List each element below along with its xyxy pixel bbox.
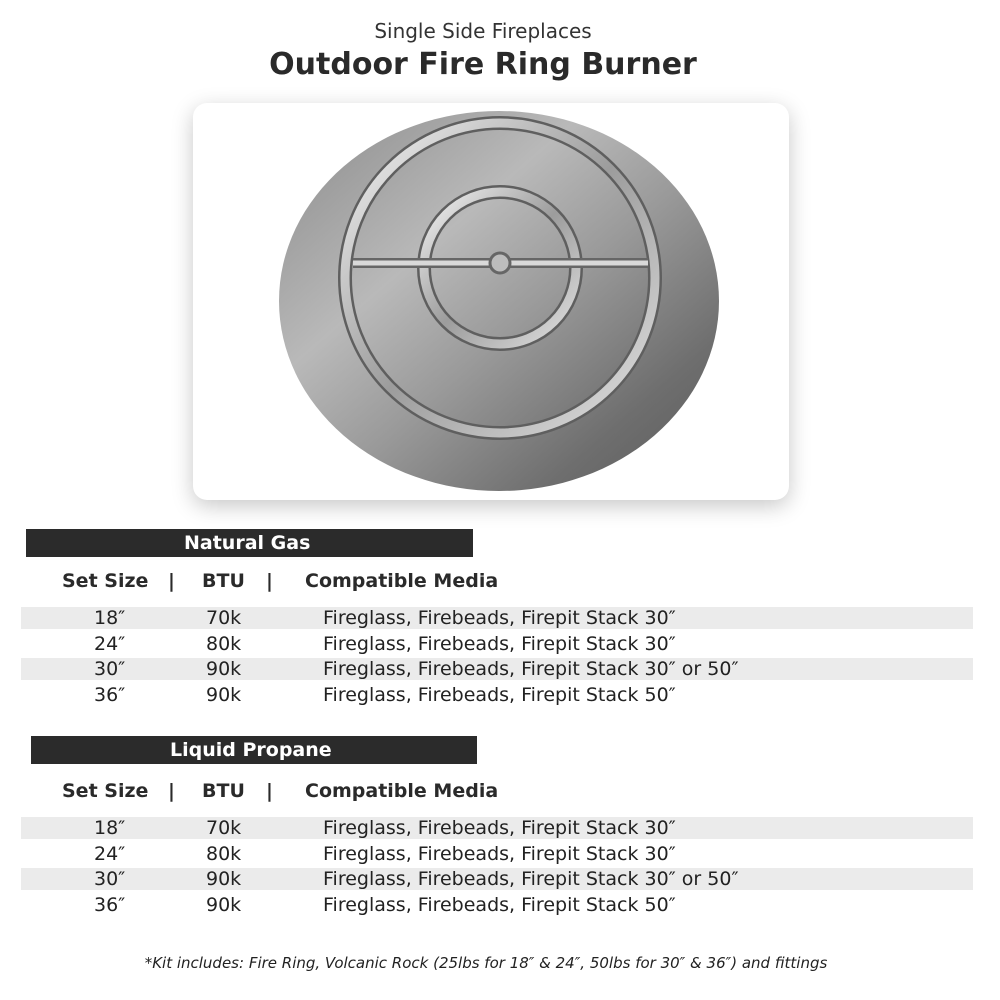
cell-media: Fireglass, Firebeads, Firepit Stack 30″ or 50″	[323, 868, 739, 890]
cell-size: 24″	[94, 633, 126, 655]
cell-btu: 70k	[206, 817, 242, 839]
page-subtitle: Single Side Fireplaces	[374, 19, 592, 43]
col-compatible-media: Compatible Media	[305, 570, 499, 592]
cell-size: 36″	[94, 684, 126, 706]
cell-media: Fireglass, Firebeads, Firepit Stack 30″ or 50″	[323, 658, 739, 680]
col-divider: |	[168, 570, 175, 592]
col-btu: BTU	[202, 780, 245, 802]
table-row	[21, 658, 973, 680]
cell-media: Fireglass, Firebeads, Firepit Stack 30″	[323, 607, 676, 629]
cell-btu: 90k	[206, 684, 242, 706]
cell-media: Fireglass, Firebeads, Firepit Stack 30″	[323, 817, 676, 839]
col-set-size: Set Size	[62, 780, 149, 802]
table-row	[21, 843, 973, 865]
col-divider: |	[168, 780, 175, 802]
cell-media: Fireglass, Firebeads, Firepit Stack 30″	[323, 843, 676, 865]
table-row	[21, 894, 973, 916]
cell-size: 30″	[94, 658, 126, 680]
table-row	[21, 633, 973, 655]
cell-media: Fireglass, Firebeads, Firepit Stack 50″	[323, 684, 676, 706]
liquid-propane-heading: Liquid Propane	[170, 739, 332, 761]
cell-media: Fireglass, Firebeads, Firepit Stack 30″	[323, 633, 676, 655]
table-row	[21, 868, 973, 890]
cell-btu: 90k	[206, 658, 242, 680]
fire-ring-burner-photo	[193, 103, 789, 500]
product-photo	[193, 103, 789, 500]
table-row	[21, 817, 973, 839]
cell-size: 24″	[94, 843, 126, 865]
cell-btu: 80k	[206, 633, 242, 655]
col-btu: BTU	[202, 570, 245, 592]
cell-btu: 70k	[206, 607, 242, 629]
cell-size: 18″	[94, 607, 126, 629]
kit-footnote: *Kit includes: Fire Ring, Volcanic Rock (25lbs for 18″ & 24″, 50lbs for 30″ & 36″) and fittings	[144, 954, 828, 972]
liquid-propane-heading-bar	[31, 736, 477, 764]
page-title: Outdoor Fire Ring Burner	[269, 47, 697, 82]
cell-btu: 90k	[206, 894, 242, 916]
col-compatible-media: Compatible Media	[305, 780, 499, 802]
cell-btu: 90k	[206, 868, 242, 890]
table-row	[21, 607, 973, 629]
col-divider: |	[266, 780, 273, 802]
cell-size: 36″	[94, 894, 126, 916]
natural-gas-heading: Natural Gas	[184, 532, 311, 554]
natural-gas-heading-bar	[26, 529, 473, 557]
table-row	[21, 684, 973, 706]
cell-btu: 80k	[206, 843, 242, 865]
cell-media: Fireglass, Firebeads, Firepit Stack 50″	[323, 894, 676, 916]
cell-size: 18″	[94, 817, 126, 839]
col-set-size: Set Size	[62, 570, 149, 592]
col-divider: |	[266, 570, 273, 592]
cell-size: 30″	[94, 868, 126, 890]
